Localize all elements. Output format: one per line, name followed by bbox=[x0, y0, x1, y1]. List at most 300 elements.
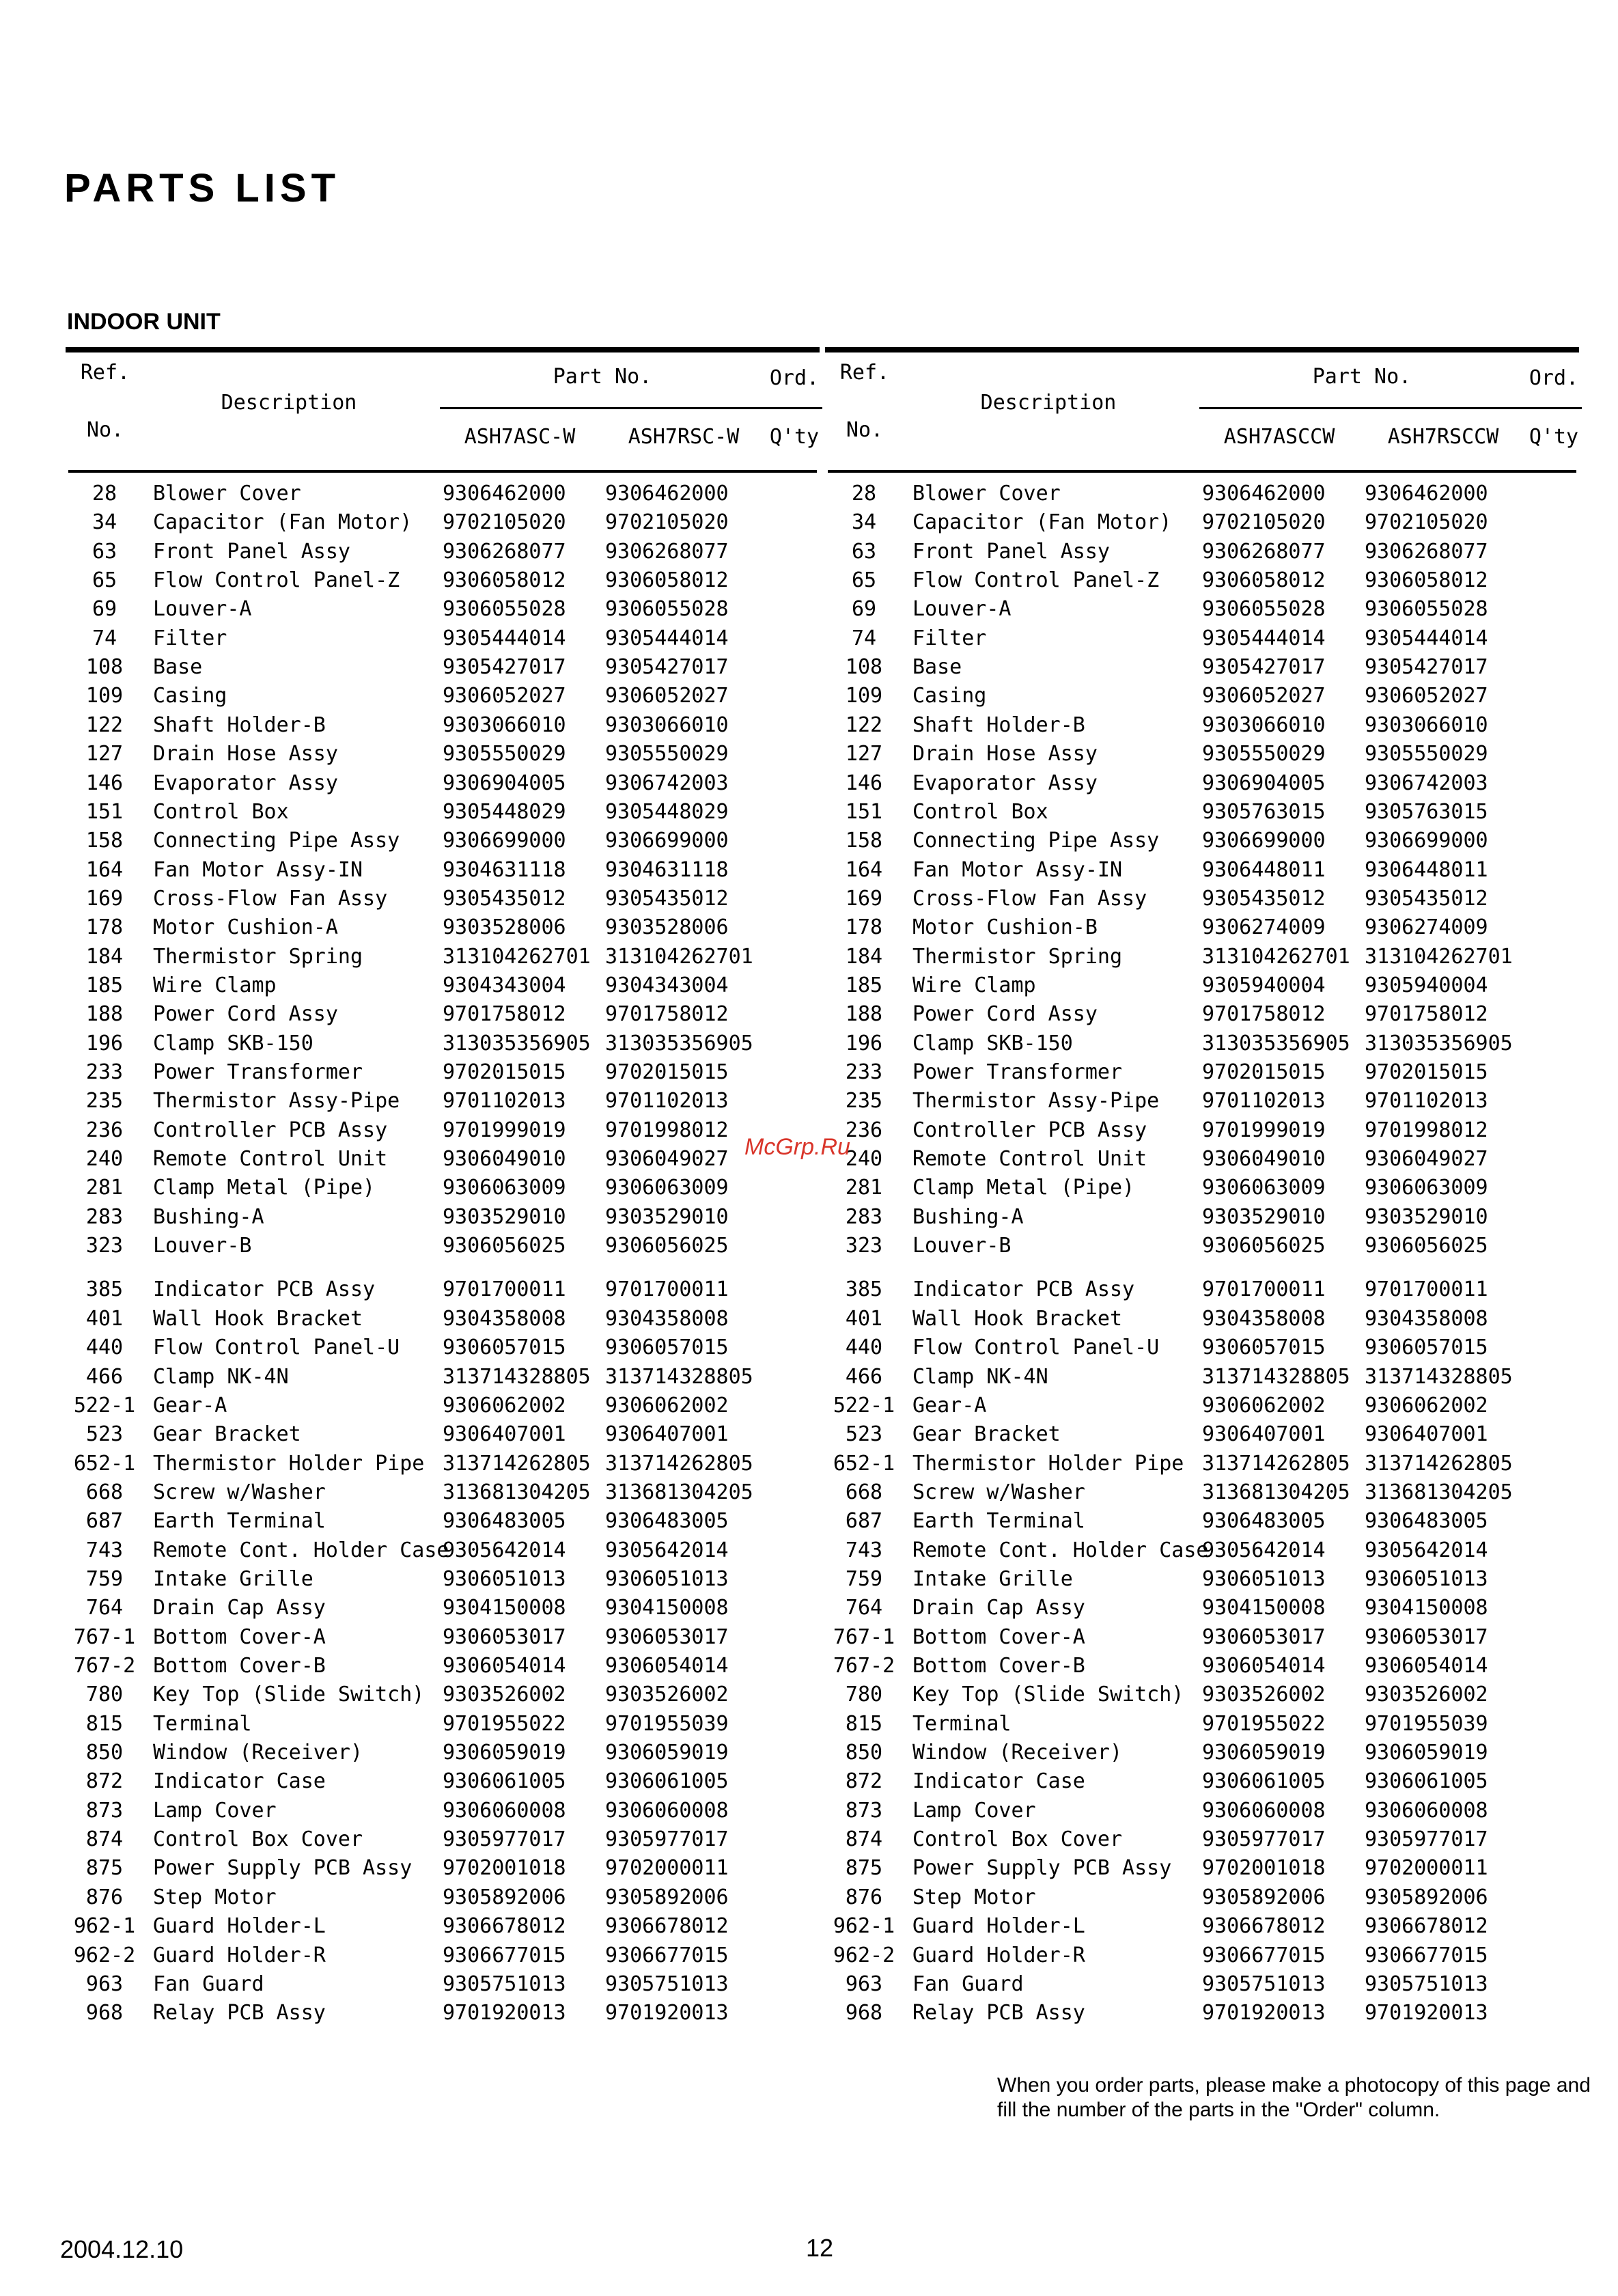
ref-no: 385 bbox=[845, 1277, 883, 1302]
table-row bbox=[828, 769, 1576, 798]
description: Window (Receiver) bbox=[912, 1741, 1123, 1765]
part-no-model-2: 9701920013 bbox=[1365, 2001, 1488, 2025]
table-row bbox=[68, 1941, 817, 1970]
table-row bbox=[68, 1000, 817, 1029]
part-no-model-2: 9306699000 bbox=[1365, 829, 1488, 853]
ref-no: 63 bbox=[851, 539, 877, 564]
table-row bbox=[68, 885, 817, 913]
ref-no: 767-2 bbox=[73, 1654, 136, 1678]
description: Drain Hose Assy bbox=[912, 742, 1098, 766]
part-no-model-2: 9303529010 bbox=[1365, 1204, 1488, 1229]
part-no-model-2: 313681304205 bbox=[605, 1480, 753, 1504]
ref-no: 963 bbox=[845, 1972, 883, 1996]
part-no-model-1: 9701920013 bbox=[443, 2001, 566, 2025]
part-no-model-1: 9306063009 bbox=[443, 1176, 566, 1200]
description: Earth Terminal bbox=[153, 1509, 326, 1534]
description: Wire Clamp bbox=[153, 973, 277, 997]
description: Guard Holder-R bbox=[153, 1943, 326, 1967]
description: Drain Cap Assy bbox=[153, 1596, 326, 1620]
description: Control Box Cover bbox=[153, 1827, 363, 1852]
table-row bbox=[828, 595, 1576, 624]
description: Fan Motor Assy-IN bbox=[912, 857, 1123, 882]
table-row bbox=[68, 1392, 817, 1420]
page-title: PARTS LIST bbox=[64, 166, 341, 210]
table-row bbox=[828, 624, 1576, 653]
part-no-model-1: 9701758012 bbox=[443, 1002, 566, 1027]
table-row bbox=[828, 1970, 1576, 1999]
ref-no: 127 bbox=[85, 742, 124, 766]
description: Gear Bracket bbox=[153, 1422, 301, 1447]
part-no-model-2: 9305940004 bbox=[1365, 973, 1488, 997]
table-row bbox=[68, 480, 817, 508]
table-row bbox=[68, 1232, 817, 1260]
ref-no: 65 bbox=[92, 568, 117, 593]
part-no-model-2: 9702000011 bbox=[1365, 1856, 1488, 1881]
part-no-model-2: 9701758012 bbox=[605, 1002, 729, 1027]
description: Window (Receiver) bbox=[153, 1741, 363, 1765]
description: Front Panel Assy bbox=[912, 539, 1110, 564]
description: Wire Clamp bbox=[912, 973, 1036, 997]
part-no-model-2: 9306742003 bbox=[1365, 771, 1488, 795]
part-no-model-2: 9306049027 bbox=[1365, 1147, 1488, 1172]
ref-no: 74 bbox=[851, 626, 877, 650]
ref-no: 235 bbox=[85, 1089, 124, 1114]
part-no-model-1: 9303529010 bbox=[443, 1204, 566, 1229]
header-qty: Q'ty bbox=[769, 425, 820, 449]
part-no-model-2: 9306274009 bbox=[1365, 915, 1488, 940]
part-no-model-2: 9306268077 bbox=[1365, 539, 1488, 564]
description: Control Box bbox=[912, 799, 1048, 824]
part-no-model-2: 313681304205 bbox=[1365, 1480, 1513, 1504]
part-no-model-2: 9306268077 bbox=[605, 539, 729, 564]
description: Terminal bbox=[153, 1711, 252, 1736]
ref-no: 109 bbox=[845, 684, 883, 708]
part-no-model-1: 9702015015 bbox=[1202, 1060, 1326, 1084]
description: Screw w/Washer bbox=[153, 1480, 326, 1504]
part-no-model-1: 9306677015 bbox=[443, 1943, 566, 1967]
description: Step Motor bbox=[153, 1885, 277, 1909]
ref-no: 652-1 bbox=[73, 1451, 136, 1476]
table-row bbox=[828, 538, 1576, 566]
table-row bbox=[68, 538, 817, 566]
ref-no: 850 bbox=[845, 1741, 883, 1765]
header-qty: Q'ty bbox=[1529, 425, 1579, 449]
description: Evaporator Assy bbox=[153, 771, 338, 795]
table-row bbox=[828, 1145, 1576, 1174]
part-no-model-1: 9306062002 bbox=[1202, 1393, 1326, 1417]
description: Gear Bracket bbox=[912, 1422, 1061, 1447]
table-row bbox=[68, 508, 817, 537]
description: Cross-Flow Fan Assy bbox=[912, 886, 1147, 911]
description: Clamp Metal (Pipe) bbox=[153, 1176, 376, 1200]
table-row bbox=[828, 1767, 1576, 1796]
table-row bbox=[68, 1680, 817, 1709]
table-row bbox=[68, 1029, 817, 1058]
part-no-model-1: 9702015015 bbox=[443, 1060, 566, 1084]
description: Clamp NK-4N bbox=[912, 1364, 1048, 1389]
part-no-model-2: 9303066010 bbox=[1365, 713, 1488, 737]
table-row bbox=[828, 1478, 1576, 1507]
ref-no: 440 bbox=[85, 1336, 124, 1360]
table-row bbox=[828, 1363, 1576, 1392]
part-no-model-1: 9305550029 bbox=[1202, 742, 1326, 766]
ref-no: 743 bbox=[85, 1538, 124, 1562]
part-no-model-2: 9306049027 bbox=[605, 1147, 729, 1172]
part-no-model-1: 9701758012 bbox=[1202, 1002, 1326, 1027]
ref-no: 401 bbox=[85, 1306, 124, 1331]
ref-no: 874 bbox=[85, 1827, 124, 1852]
ref-no: 767-2 bbox=[833, 1654, 895, 1678]
description: Bottom Cover-B bbox=[912, 1654, 1085, 1678]
table-row bbox=[828, 566, 1576, 595]
part-no-model-2: 9702105020 bbox=[605, 510, 729, 535]
table-row bbox=[68, 769, 817, 798]
ref-no: 652-1 bbox=[833, 1451, 895, 1476]
table-row bbox=[828, 1594, 1576, 1622]
part-no-model-2: 9701700011 bbox=[1365, 1277, 1488, 1302]
ref-no: 323 bbox=[85, 1234, 124, 1258]
part-no-model-1: 313035356905 bbox=[1202, 1031, 1350, 1055]
part-no-model-1: 9701700011 bbox=[1202, 1277, 1326, 1302]
part-no-model-2: 9306061005 bbox=[1365, 1769, 1488, 1794]
part-no-model-1: 9306904005 bbox=[1202, 771, 1326, 795]
part-no-model-1: 9306268077 bbox=[443, 539, 566, 564]
description: Louver-B bbox=[912, 1234, 1012, 1258]
part-no-model-1: 9306057015 bbox=[1202, 1336, 1326, 1360]
part-no-model-1: 9701700011 bbox=[443, 1277, 566, 1302]
ref-no: 233 bbox=[85, 1060, 124, 1084]
footer-date: 2004.12.10 bbox=[60, 2235, 184, 2263]
description: Thermistor Assy-Pipe bbox=[912, 1089, 1160, 1114]
description: Fan Motor Assy-IN bbox=[153, 857, 363, 882]
description: Guard Holder-L bbox=[912, 1914, 1085, 1939]
page-number: 12 bbox=[806, 2234, 834, 2262]
description: Shaft Holder-B bbox=[153, 713, 326, 737]
part-no-model-2: 9306407001 bbox=[1365, 1422, 1488, 1447]
header-description: Description bbox=[980, 391, 1117, 415]
header-ord: Ord. bbox=[1529, 366, 1579, 390]
part-no-model-1: 9306049010 bbox=[443, 1147, 566, 1172]
description: Intake Grille bbox=[153, 1566, 313, 1591]
part-no-model-2: 9306677015 bbox=[605, 1943, 729, 1967]
ref-no: 233 bbox=[845, 1060, 883, 1084]
ref-no: 178 bbox=[85, 915, 124, 940]
header-no: No. bbox=[846, 418, 884, 442]
part-no-model-2: 9306059019 bbox=[1365, 1741, 1488, 1765]
table-row bbox=[828, 827, 1576, 855]
description: Clamp SKB-150 bbox=[153, 1031, 313, 1055]
part-no-model-1: 313714262805 bbox=[1202, 1451, 1350, 1476]
ref-no: 146 bbox=[85, 771, 124, 795]
part-no-model-1: 9306054014 bbox=[443, 1654, 566, 1678]
part-no-model-2: 9306056025 bbox=[605, 1234, 729, 1258]
table-row bbox=[68, 1536, 817, 1565]
ref-no: 185 bbox=[85, 973, 124, 997]
part-no-model-1: 9305892006 bbox=[1202, 1885, 1326, 1909]
part-no-model-1: 9303526002 bbox=[1202, 1683, 1326, 1707]
part-no-model-2: 9305892006 bbox=[1365, 1885, 1488, 1909]
table-row bbox=[828, 1739, 1576, 1767]
part-no-model-2: 9306052027 bbox=[1365, 684, 1488, 708]
table-row bbox=[828, 1710, 1576, 1739]
table-row bbox=[68, 682, 817, 710]
part-no-model-1: 9306904005 bbox=[443, 771, 566, 795]
part-no-model-2: 9305427017 bbox=[605, 655, 729, 680]
part-no-model-1: 9306462000 bbox=[443, 482, 566, 506]
description: Thermistor Spring bbox=[153, 944, 363, 969]
part-no-model-1: 9306678012 bbox=[443, 1914, 566, 1939]
description: Louver-B bbox=[153, 1234, 252, 1258]
part-no-model-1: 9701999019 bbox=[443, 1118, 566, 1142]
part-no-model-2: 9306051013 bbox=[605, 1566, 729, 1591]
table-row bbox=[828, 740, 1576, 769]
part-no-model-2: 9306054014 bbox=[605, 1654, 729, 1678]
table-row bbox=[828, 1203, 1576, 1232]
ref-no: 281 bbox=[85, 1176, 124, 1200]
part-no-model-2: 9304343004 bbox=[605, 973, 729, 997]
part-no-model-1: 313714328805 bbox=[443, 1364, 591, 1389]
part-no-model-1: 9304150008 bbox=[443, 1596, 566, 1620]
table-row bbox=[68, 1623, 817, 1652]
table-row bbox=[68, 1594, 817, 1622]
ref-no: 34 bbox=[851, 510, 877, 535]
part-no-model-2: 9306054014 bbox=[1365, 1654, 1488, 1678]
part-no-model-2: 9303528006 bbox=[605, 915, 729, 940]
part-no-model-1: 9306407001 bbox=[443, 1422, 566, 1447]
section-title: INDOOR UNIT bbox=[67, 309, 221, 335]
ref-no: 158 bbox=[845, 829, 883, 853]
table-row bbox=[68, 1478, 817, 1507]
table-row bbox=[828, 1174, 1576, 1202]
description: Indicator Case bbox=[912, 1769, 1085, 1794]
table-row bbox=[828, 1029, 1576, 1058]
ref-no: 74 bbox=[92, 626, 117, 650]
ref-no: 523 bbox=[845, 1422, 883, 1447]
part-no-model-1: 9305940004 bbox=[1202, 973, 1326, 997]
header-model-2: ASH7RSCCW bbox=[1387, 425, 1499, 449]
ref-no: 196 bbox=[845, 1031, 883, 1055]
part-no-model-1: 9303066010 bbox=[443, 713, 566, 737]
ref-no: 65 bbox=[851, 568, 877, 593]
table-row bbox=[828, 913, 1576, 942]
part-no-model-2: 9306448011 bbox=[1365, 857, 1488, 882]
table-row bbox=[828, 653, 1576, 682]
part-no-model-2: 9305977017 bbox=[1365, 1827, 1488, 1852]
ref-no: 240 bbox=[845, 1147, 883, 1172]
description: Motor Cushion-A bbox=[153, 915, 338, 940]
ref-no: 164 bbox=[85, 857, 124, 882]
part-no-model-1: 9306062002 bbox=[443, 1393, 566, 1417]
part-no-model-2: 9701920013 bbox=[605, 2001, 729, 2025]
description: Wall Hook Bracket bbox=[912, 1306, 1123, 1331]
part-no-model-2: 9305763015 bbox=[1365, 799, 1488, 824]
part-no-model-1: 9306060008 bbox=[443, 1798, 566, 1823]
part-no-model-1: 9303066010 bbox=[1202, 713, 1326, 737]
ref-no: 184 bbox=[845, 944, 883, 969]
description: Power Supply PCB Assy bbox=[912, 1856, 1172, 1881]
ref-no: 780 bbox=[845, 1683, 883, 1707]
table-row bbox=[68, 1970, 817, 1999]
ref-no: 875 bbox=[845, 1856, 883, 1881]
part-no-model-1: 9304150008 bbox=[1202, 1596, 1326, 1620]
ref-no: 872 bbox=[85, 1769, 124, 1794]
part-no-model-2: 9306055028 bbox=[605, 597, 729, 622]
ref-no: 188 bbox=[85, 1002, 124, 1027]
ref-no: 108 bbox=[85, 655, 124, 680]
part-no-model-1: 9306407001 bbox=[1202, 1422, 1326, 1447]
description: Casing bbox=[153, 684, 227, 708]
description: Fan Guard bbox=[912, 1972, 1024, 1996]
description: Lamp Cover bbox=[912, 1798, 1036, 1823]
ref-no: 323 bbox=[845, 1234, 883, 1258]
description: Guard Holder-L bbox=[153, 1914, 326, 1939]
part-no-model-1: 9306051013 bbox=[1202, 1566, 1326, 1591]
table-row bbox=[68, 624, 817, 653]
part-no-model-1: 9306059019 bbox=[443, 1741, 566, 1765]
description: Bushing-A bbox=[912, 1204, 1024, 1229]
ref-no: 850 bbox=[85, 1741, 124, 1765]
ref-no: 668 bbox=[85, 1480, 124, 1504]
part-no-model-1: 9303526002 bbox=[443, 1683, 566, 1707]
part-no-model-1: 9305448029 bbox=[443, 799, 566, 824]
part-no-model-2: 9305892006 bbox=[605, 1885, 729, 1909]
table-row bbox=[68, 1363, 817, 1392]
table-row bbox=[828, 1116, 1576, 1145]
part-no-model-1: 9306699000 bbox=[443, 829, 566, 853]
table-row bbox=[68, 1333, 817, 1362]
description: Indicator Case bbox=[153, 1769, 326, 1794]
table-row bbox=[828, 1275, 1576, 1304]
part-no-model-1: 9306055028 bbox=[443, 597, 566, 622]
part-no-model-2: 9305427017 bbox=[1365, 655, 1488, 680]
part-no-model-1: 9305642014 bbox=[443, 1538, 566, 1562]
ref-no: 34 bbox=[92, 510, 117, 535]
part-no-model-2: 9306483005 bbox=[605, 1509, 729, 1534]
table-row bbox=[828, 1305, 1576, 1333]
description: Earth Terminal bbox=[912, 1509, 1085, 1534]
table-row bbox=[828, 1883, 1576, 1912]
part-no-model-2: 9701700011 bbox=[605, 1277, 729, 1302]
description: Bottom Cover-A bbox=[153, 1624, 326, 1649]
part-no-model-1: 9306052027 bbox=[1202, 684, 1326, 708]
part-no-model-1: 9306051013 bbox=[443, 1566, 566, 1591]
part-no-model-1: 9306483005 bbox=[443, 1509, 566, 1534]
ref-no: 196 bbox=[85, 1031, 124, 1055]
header-ref: Ref. bbox=[839, 361, 890, 385]
description: Connecting Pipe Assy bbox=[153, 829, 400, 853]
part-no-model-1: 9306274009 bbox=[1202, 915, 1326, 940]
ref-no: 236 bbox=[85, 1118, 124, 1142]
ref-no: 28 bbox=[851, 482, 877, 506]
part-no-model-2: 9305751013 bbox=[1365, 1972, 1488, 1996]
ref-no: 235 bbox=[845, 1089, 883, 1114]
part-no-model-1: 9305763015 bbox=[1202, 799, 1326, 824]
part-no-model-1: 9306063009 bbox=[1202, 1176, 1326, 1200]
part-no-model-1: 9305642014 bbox=[1202, 1538, 1326, 1562]
description: Gear-A bbox=[912, 1393, 987, 1417]
description: Blower Cover bbox=[153, 482, 301, 506]
ref-no: 687 bbox=[845, 1509, 883, 1534]
table-row bbox=[68, 1652, 817, 1680]
table-row bbox=[828, 1058, 1576, 1087]
part-no-model-1: 9305550029 bbox=[443, 742, 566, 766]
description: Relay PCB Assy bbox=[912, 2001, 1085, 2025]
table-row bbox=[828, 1333, 1576, 1362]
description: Remote Cont. Holder Case bbox=[912, 1538, 1209, 1562]
description: Motor Cushion-B bbox=[912, 915, 1098, 940]
part-no-model-1: 9305435012 bbox=[443, 886, 566, 911]
part-no-model-1: 9306699000 bbox=[1202, 829, 1326, 853]
table-row bbox=[828, 1420, 1576, 1449]
ref-no: 767-1 bbox=[73, 1624, 136, 1649]
ref-no: 815 bbox=[85, 1711, 124, 1736]
part-no-model-1: 9306052027 bbox=[443, 684, 566, 708]
ref-no: 169 bbox=[85, 886, 124, 911]
table-row bbox=[68, 1305, 817, 1333]
part-no-model-2: 9304358008 bbox=[605, 1306, 729, 1331]
ref-no: 873 bbox=[85, 1798, 124, 1823]
ref-no: 815 bbox=[845, 1711, 883, 1736]
description: Thermistor Holder Pipe bbox=[153, 1451, 425, 1476]
table-row bbox=[68, 1825, 817, 1854]
part-no-model-1: 9305444014 bbox=[1202, 626, 1326, 650]
ref-no: 385 bbox=[85, 1277, 124, 1302]
ref-no: 440 bbox=[845, 1336, 883, 1360]
ref-no: 962-2 bbox=[833, 1943, 895, 1967]
ref-no: 283 bbox=[85, 1204, 124, 1229]
part-no-model-1: 9306060008 bbox=[1202, 1798, 1326, 1823]
description: Clamp Metal (Pipe) bbox=[912, 1176, 1135, 1200]
table-row bbox=[828, 1507, 1576, 1536]
description: Casing bbox=[912, 684, 987, 708]
ref-no: 522-1 bbox=[73, 1393, 136, 1417]
description: Drain Hose Assy bbox=[153, 742, 338, 766]
part-no-model-2: 9306058012 bbox=[605, 568, 729, 593]
part-no-model-2: 9306678012 bbox=[1365, 1914, 1488, 1939]
ref-no: 178 bbox=[845, 915, 883, 940]
table-row bbox=[68, 1912, 817, 1941]
ref-no: 522-1 bbox=[833, 1393, 895, 1417]
part-no-model-1: 9306058012 bbox=[1202, 568, 1326, 593]
part-no-model-1: 9303528006 bbox=[443, 915, 566, 940]
table-row bbox=[68, 856, 817, 885]
part-no-model-2: 9304631118 bbox=[605, 857, 729, 882]
part-no-model-1: 9306053017 bbox=[443, 1624, 566, 1649]
description: Base bbox=[153, 655, 203, 680]
part-no-model-1: 9702001018 bbox=[1202, 1856, 1326, 1881]
table-row bbox=[828, 1680, 1576, 1709]
description: Guard Holder-R bbox=[912, 1943, 1085, 1967]
table-row bbox=[828, 1392, 1576, 1420]
ref-no: 283 bbox=[845, 1204, 883, 1229]
table-row bbox=[828, 1797, 1576, 1825]
header-part-no: Part No. bbox=[553, 365, 652, 389]
table-row bbox=[828, 682, 1576, 710]
description: Intake Grille bbox=[912, 1566, 1073, 1591]
description: Bottom Cover-B bbox=[153, 1654, 326, 1678]
description: Base bbox=[912, 655, 962, 680]
table-row bbox=[828, 1999, 1576, 2028]
part-no-model-2: 9702105020 bbox=[1365, 510, 1488, 535]
part-no-model-2: 9305444014 bbox=[1365, 626, 1488, 650]
description: Step Motor bbox=[912, 1885, 1036, 1909]
description: Drain Cap Assy bbox=[912, 1596, 1085, 1620]
ref-no: 69 bbox=[92, 597, 117, 622]
part-no-model-2: 313714328805 bbox=[1365, 1364, 1513, 1389]
part-no-model-2: 9306053017 bbox=[605, 1624, 729, 1649]
description: Power Transformer bbox=[153, 1060, 363, 1084]
header-part-no: Part No. bbox=[1312, 365, 1412, 389]
